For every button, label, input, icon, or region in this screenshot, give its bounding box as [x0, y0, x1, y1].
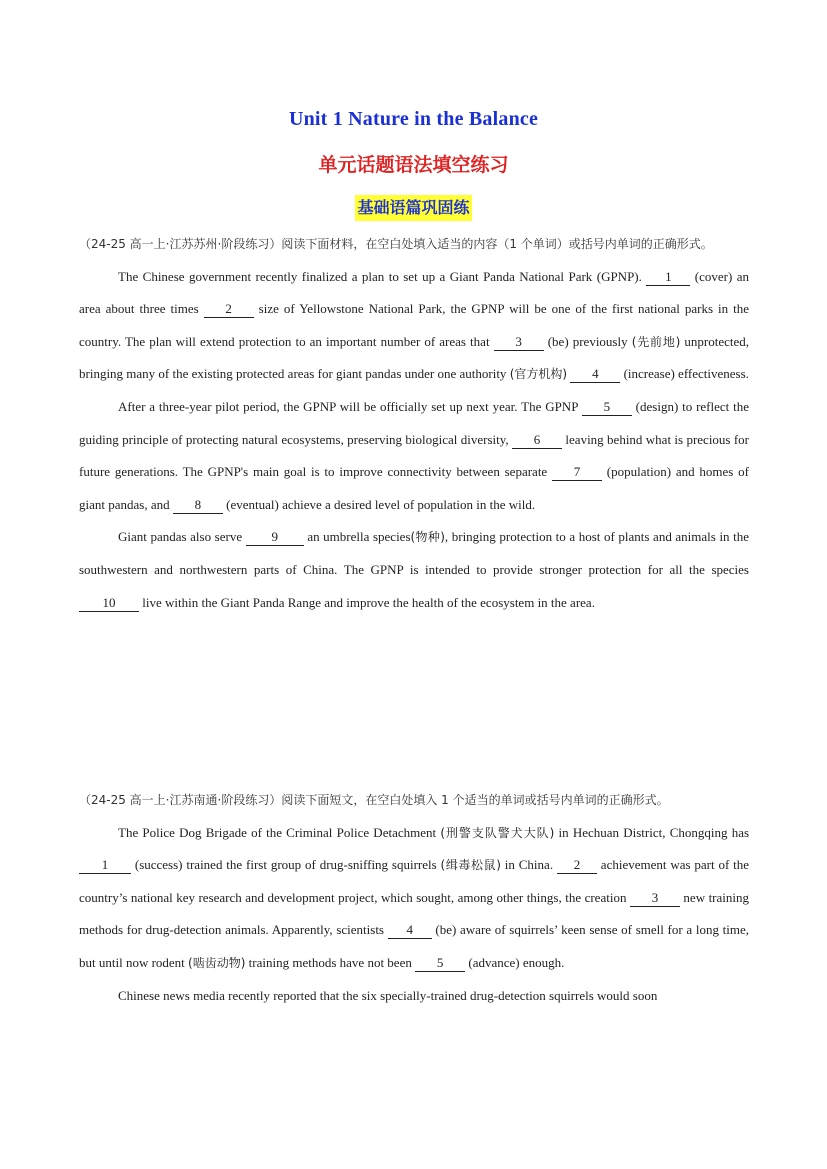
blank-2[interactable]: 2: [557, 857, 597, 874]
text: (increase) effectiveness.: [623, 366, 749, 382]
text: (success) trained the first group of drug-sniffing squirrels: [134, 857, 437, 873]
text: The Police Dog Brigade of the Criminal Police Detachment: [118, 824, 437, 840]
blank-7[interactable]: 7: [552, 464, 602, 481]
text: (population) and homes of giant pandas, and: [79, 464, 749, 512]
passage-1-paragraph-1: [79, 261, 749, 391]
section-heading-wrap: [0, 195, 827, 221]
passage-1: [79, 228, 749, 619]
blank-5[interactable]: 5: [582, 399, 632, 416]
text: (cover) an area about three times: [79, 268, 749, 317]
text: Giant pandas also serve: [118, 529, 243, 545]
text: (be) previously: [547, 333, 628, 349]
passage-1-instruction: （24-25 高一上·江苏苏州·阶段练习）阅读下面材料，在空白处填入适当的内容（1 个单词）或括号内单词的正确形式。: [79, 237, 713, 251]
blank-3[interactable]: 3: [630, 890, 680, 907]
section-heading: 基础语篇巩固练: [355, 195, 471, 221]
text: size of Yellowstone National Park, the GPNP will be one of the first national parks in the country. The plan will extend protection to an important number of areas that: [79, 301, 750, 349]
passage-1-paragraph-2: [79, 391, 749, 521]
gloss: (啮齿动物): [188, 955, 246, 970]
worksheet-title: 单元话题语法填空练习: [318, 154, 509, 176]
text: an umbrella species: [307, 529, 411, 545]
gloss: (缉毒松鼠): [440, 858, 501, 873]
gloss: (先前地): [631, 334, 681, 349]
passage-1-paragraph-3: [79, 521, 749, 619]
blank-3[interactable]: 3: [494, 334, 544, 351]
text: in China.: [504, 857, 554, 873]
text: live within the Giant Panda Range and improve the health of the ecosystem in the area.: [142, 594, 595, 610]
text: unprotected, bringing many of the existing protected areas for giant pandas under one authority: [79, 333, 750, 382]
text: leaving behind what is precious for future generations. The GPNP's main goal is to improve connectivity between separate: [79, 431, 750, 480]
text: training methods have not been: [248, 954, 412, 970]
blank-4[interactable]: 4: [570, 366, 620, 383]
passage-2-instruction: （24-25 高一上·江苏南通·阶段练习）阅读下面短文，在空白处填入 1 个适当的单词或括号内单词的正确形式。: [79, 793, 669, 807]
text: in Hechuan District, Chongqing has: [558, 824, 750, 840]
passage-2-paragraph-2: [79, 980, 749, 1013]
text: (eventual) achieve a desired level of population in the wild.: [226, 496, 536, 512]
unit-title: Unit 1 Nature in the Balance: [288, 108, 539, 130]
passage-2-paragraph-1: [79, 817, 749, 980]
text: , bringing protection to a host of plants and animals in the southwestern and northwestern parts of China. The GPNP is intended to provide stronger protection for all the species: [79, 529, 750, 577]
text: new training methods for drug-detection animals. Apparently, scientists: [79, 889, 749, 938]
blank-1[interactable]: 1: [646, 269, 690, 286]
blank-1[interactable]: 1: [79, 857, 131, 874]
gloss: (刑警支队警犬大队): [440, 825, 555, 840]
blank-8[interactable]: 8: [173, 497, 223, 514]
blank-9[interactable]: 9: [246, 529, 304, 546]
gloss: (物种): [410, 530, 445, 545]
blank-6[interactable]: 6: [512, 432, 562, 449]
text: After a three-year pilot period, the GPNP will be officially set up next year. The GPNP: [118, 398, 578, 414]
text: (be) aware of squirrels’ keen sense of smell for a long time, but until now rodent: [79, 922, 750, 970]
text: achievement was part of the country’s national key research and development project, which sought, among other things, the creation: [79, 857, 750, 905]
blank-5[interactable]: 5: [415, 955, 465, 972]
text: (advance) enough.: [468, 954, 565, 970]
text: Chinese news media recently reported that the six specially-trained drug-detection squirrels would soon: [118, 987, 658, 1003]
blank-2[interactable]: 2: [204, 301, 254, 318]
blank-10[interactable]: 10: [79, 595, 139, 612]
passage-2: [79, 784, 749, 1012]
text: (design) to reflect the guiding principle of protecting natural ecosystems, preserving biological diversity,: [79, 398, 750, 447]
blank-4[interactable]: 4: [388, 922, 432, 939]
text: The Chinese government recently finalized a plan to set up a Giant Panda National Park (GPNP).: [118, 268, 642, 284]
gloss: (官方机构): [509, 367, 568, 382]
